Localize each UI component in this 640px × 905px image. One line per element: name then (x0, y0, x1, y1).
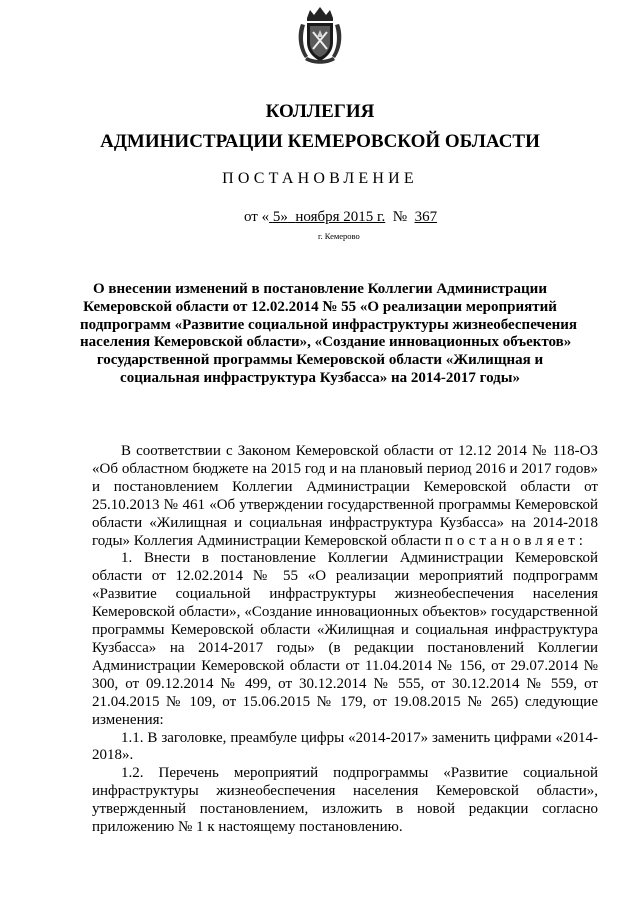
number-label: № (392, 209, 408, 225)
item-1-1: 1.1. В заголовке, преамбуле цифры «2014-2017» заменить цифрами «2014-2018». (92, 729, 598, 764)
resolution-word: постановляет: (444, 532, 587, 549)
document-title (80, 281, 577, 388)
item-1: 1. Внести в постановление Коллегии Администрации Кемеровской области от 12.02.2014 № 55 «О реализации мероприятий подпрограмм «Развитие социальной инфраструктуры жизнеобеспечения населения Кемеровской области», «Создание инновационных объектов» государственной программы Кемеровской области «Жилищная и социальная инфраструктура Кузбасса» на 2014-2017 годы» (в редакции постановлений Коллегии Администрации Кемеровской области от 11.04.2014 № 156, от 29.07.2014 № 300, от 09.12.2014 № 499, от 30.12.2014 № 555, от 30.12.2014 № 559, от 21.04.2015 № 109, от 15.06.2015 № 179, от 19.08.2015 № 265) следующие изменения: (92, 550, 598, 728)
title-line: О внесении изменений в постановление Коллегии Администрации (93, 281, 547, 297)
document-type: ПОСТАНОВЛЕНИЕ (222, 170, 418, 187)
date-day: 5» ноября 2015 г. (272, 209, 386, 225)
title-line: государственной программы Кемеровской области «Жилищная и (96, 352, 544, 369)
org-name-line2: АДМИНИСТРАЦИИ КЕМЕРОВСКОЙ ОБЛАСТИ (100, 131, 540, 152)
title-line: социальная инфраструктура Кузбасса» на 2014-2017 годы» (120, 369, 520, 386)
title-line: населения Кемеровской области», «Создание инновационных объектов» (80, 334, 572, 351)
preamble-paragraph: В соответствии с Законом Кемеровской области от 12.12 2014 № 118-ОЗ «Об областном бюджете на 2015 год и на плановый период 2016 и 2017 годов» и постановлением Коллегии Администрации Кемеровской области от 25.10.2013 № 461 «Об утверждении государственной программы Кемеровской области «Жилищная и социальная инфраструктура Кузбасса» на 2014-2018 годы» Коллегия Администрации Кемеровской области постановляет: (92, 443, 598, 549)
city-label: г. Кемерово (318, 231, 360, 241)
date-month-year: ноября 2015 г. (295, 209, 386, 225)
title-line: подпрограмм «Развитие социальной инфраструктуры жизнеобеспечения (80, 316, 577, 333)
kemerovo-coat-of-arms-icon (295, 4, 345, 66)
title-line: Кемеровской области от 12.02.2014 № 55 «О реализации мероприятий (83, 298, 557, 315)
date-number-line (244, 209, 437, 226)
document-number: 367 (414, 209, 438, 225)
document-body (92, 443, 598, 837)
org-name-line1: КОЛЛЕГИЯ (265, 101, 375, 122)
item-1-2: 1.2. Перечень мероприятий подпрограммы «Развитие социальной инфраструктуры жизнеобеспечения населения Кемеровской области», утвержденный постановлением, изложить в новой редакции согласно приложению № 1 к настоящему постановлению. (92, 765, 598, 836)
date-prefix: от « (244, 209, 270, 225)
